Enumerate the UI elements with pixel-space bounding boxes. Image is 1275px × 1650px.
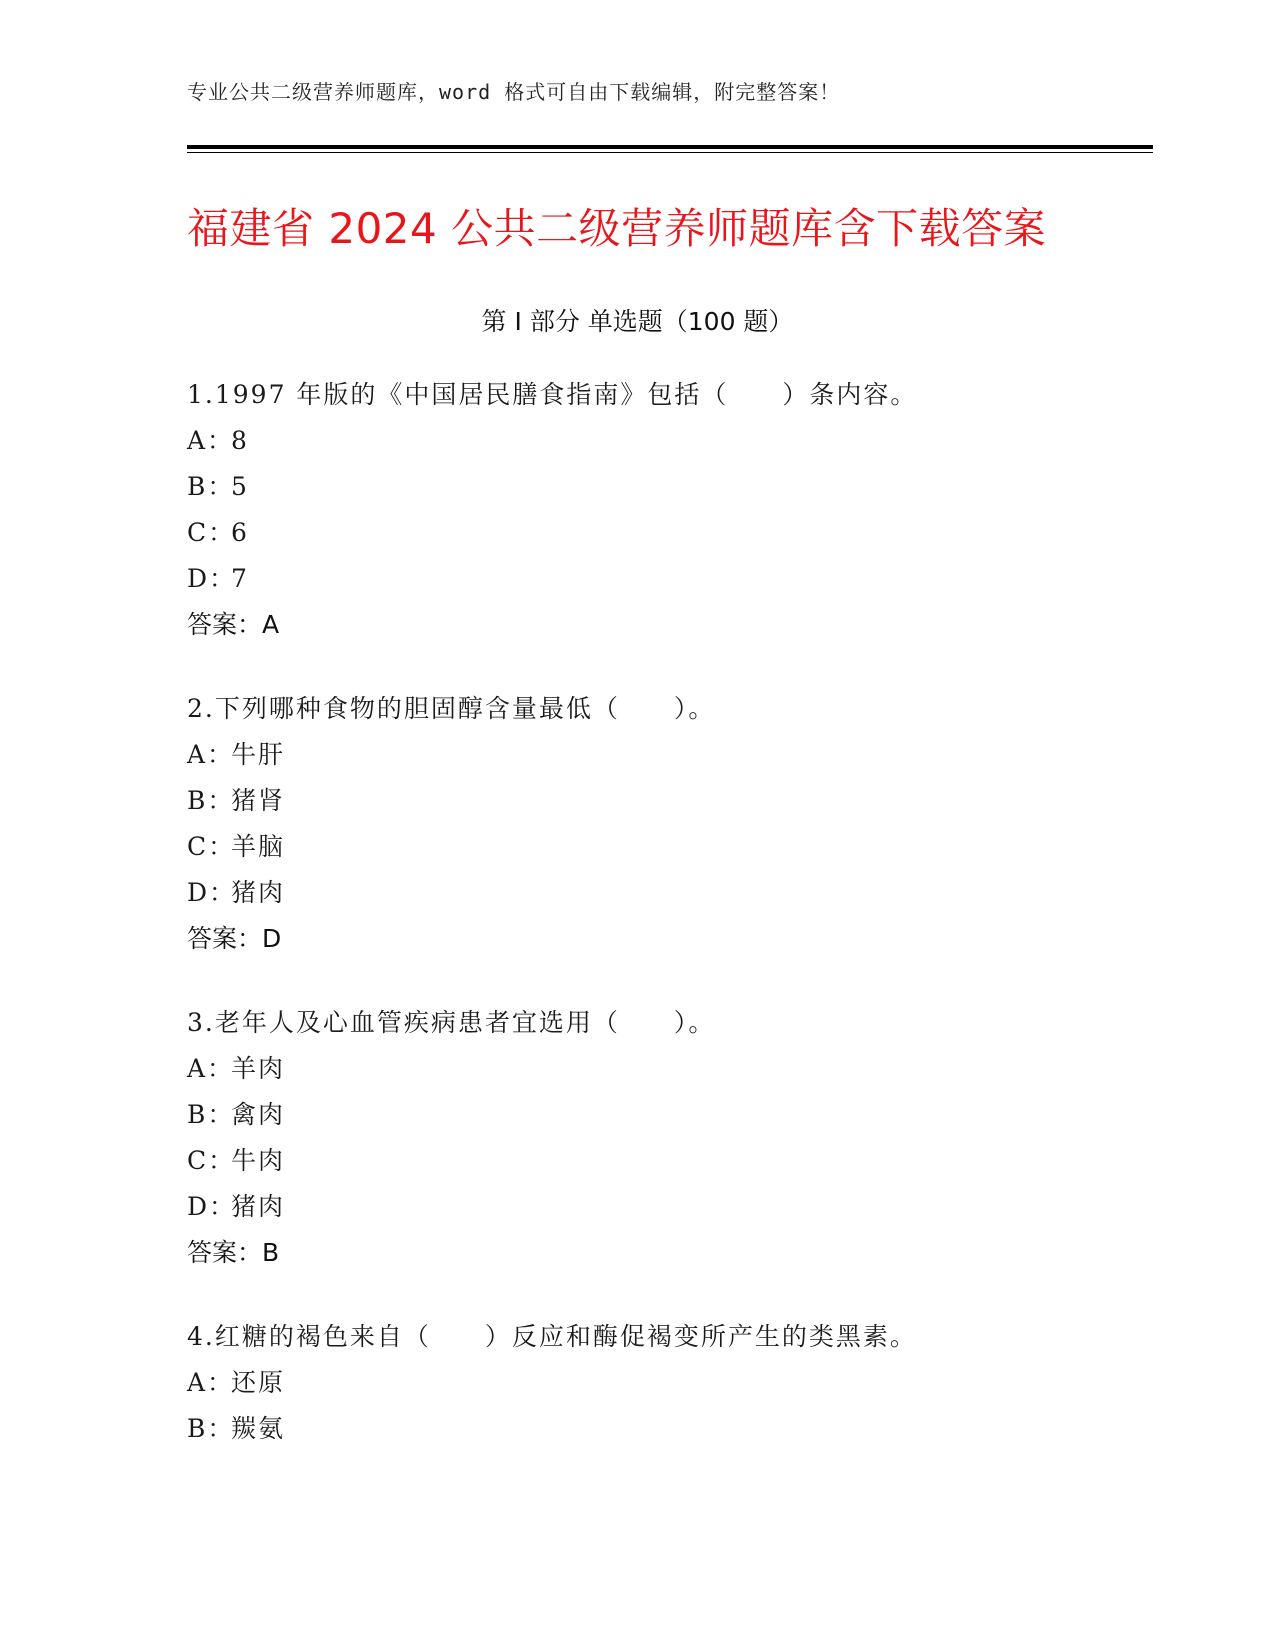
question-stem: 4.红糖的褐色来自（ ）反应和酶促褐变所产生的类黑素。 — [187, 1322, 917, 1351]
option-key: B： — [187, 1100, 235, 1129]
option-text: 牛肉 — [231, 1146, 286, 1175]
header-rule-thick — [187, 145, 1153, 149]
option-key: C： — [187, 832, 236, 861]
option-text: 羊肉 — [231, 1054, 286, 1083]
option-key: B： — [187, 472, 235, 501]
option-text: 6 — [231, 518, 249, 547]
option-d — [187, 1184, 1147, 1230]
option-key: A： — [187, 1368, 235, 1397]
document-title: 福建省 2024 公共二级营养师题库含下载答案 — [187, 204, 1047, 253]
answer-line — [187, 602, 1147, 648]
header-rule-thin — [187, 152, 1153, 153]
option-key: D： — [187, 564, 237, 593]
option-a — [187, 418, 1147, 464]
answer-label: 答案： — [187, 610, 263, 639]
answer-label: 答案： — [187, 924, 263, 953]
option-d — [187, 556, 1147, 602]
question-stem: 2.下列哪种食物的胆固醇含量最低（ ）。 — [187, 694, 716, 723]
option-key: B： — [187, 786, 235, 815]
option-d — [187, 870, 1147, 916]
question-stem: 3.老年人及心血管疾病患者宜选用（ ）。 — [187, 1008, 716, 1037]
option-b — [187, 1406, 1147, 1452]
answer-line — [187, 1230, 1147, 1276]
option-key: C： — [187, 1146, 236, 1175]
answer-label: 答案： — [187, 1238, 263, 1267]
option-a — [187, 1360, 1147, 1406]
option-a — [187, 732, 1147, 778]
option-text: 猪肾 — [231, 786, 286, 815]
option-text: 猪肉 — [231, 1192, 286, 1221]
section-heading: 第 I 部分 单选题（100 题） — [481, 307, 794, 336]
option-key: A： — [187, 740, 235, 769]
option-text: 猪肉 — [231, 878, 286, 907]
question-3 — [187, 1000, 1147, 1276]
question-2 — [187, 686, 1147, 962]
option-c — [187, 1138, 1147, 1184]
option-b — [187, 1092, 1147, 1138]
option-a — [187, 1046, 1147, 1092]
option-text: 8 — [231, 426, 249, 455]
option-text: 还原 — [231, 1368, 286, 1397]
answer-value: B — [262, 1238, 280, 1267]
option-text: 羊脑 — [231, 832, 286, 861]
option-text: 7 — [231, 564, 249, 593]
question-4 — [187, 1314, 1147, 1452]
option-key: D： — [187, 1192, 237, 1221]
option-b — [187, 778, 1147, 824]
option-key: D： — [187, 878, 237, 907]
option-text: 5 — [231, 472, 249, 501]
option-key: A： — [187, 426, 235, 455]
question-1 — [187, 372, 1147, 648]
answer-value: D — [262, 924, 282, 953]
option-text: 羰氨 — [231, 1414, 286, 1443]
option-b — [187, 464, 1147, 510]
option-key: C： — [187, 518, 236, 547]
option-text: 牛肝 — [231, 740, 286, 769]
answer-value: A — [262, 610, 280, 639]
answer-line — [187, 916, 1147, 962]
header-note: 专业公共二级营养师题库，word 格式可自由下载编辑，附完整答案！ — [187, 80, 841, 104]
option-c — [187, 510, 1147, 556]
question-stem: 1.1997 年版的《中国居民膳食指南》包括（ ）条内容。 — [187, 380, 918, 409]
option-key: A： — [187, 1054, 235, 1083]
option-key: B： — [187, 1414, 235, 1443]
option-text: 禽肉 — [231, 1100, 286, 1129]
option-c — [187, 824, 1147, 870]
